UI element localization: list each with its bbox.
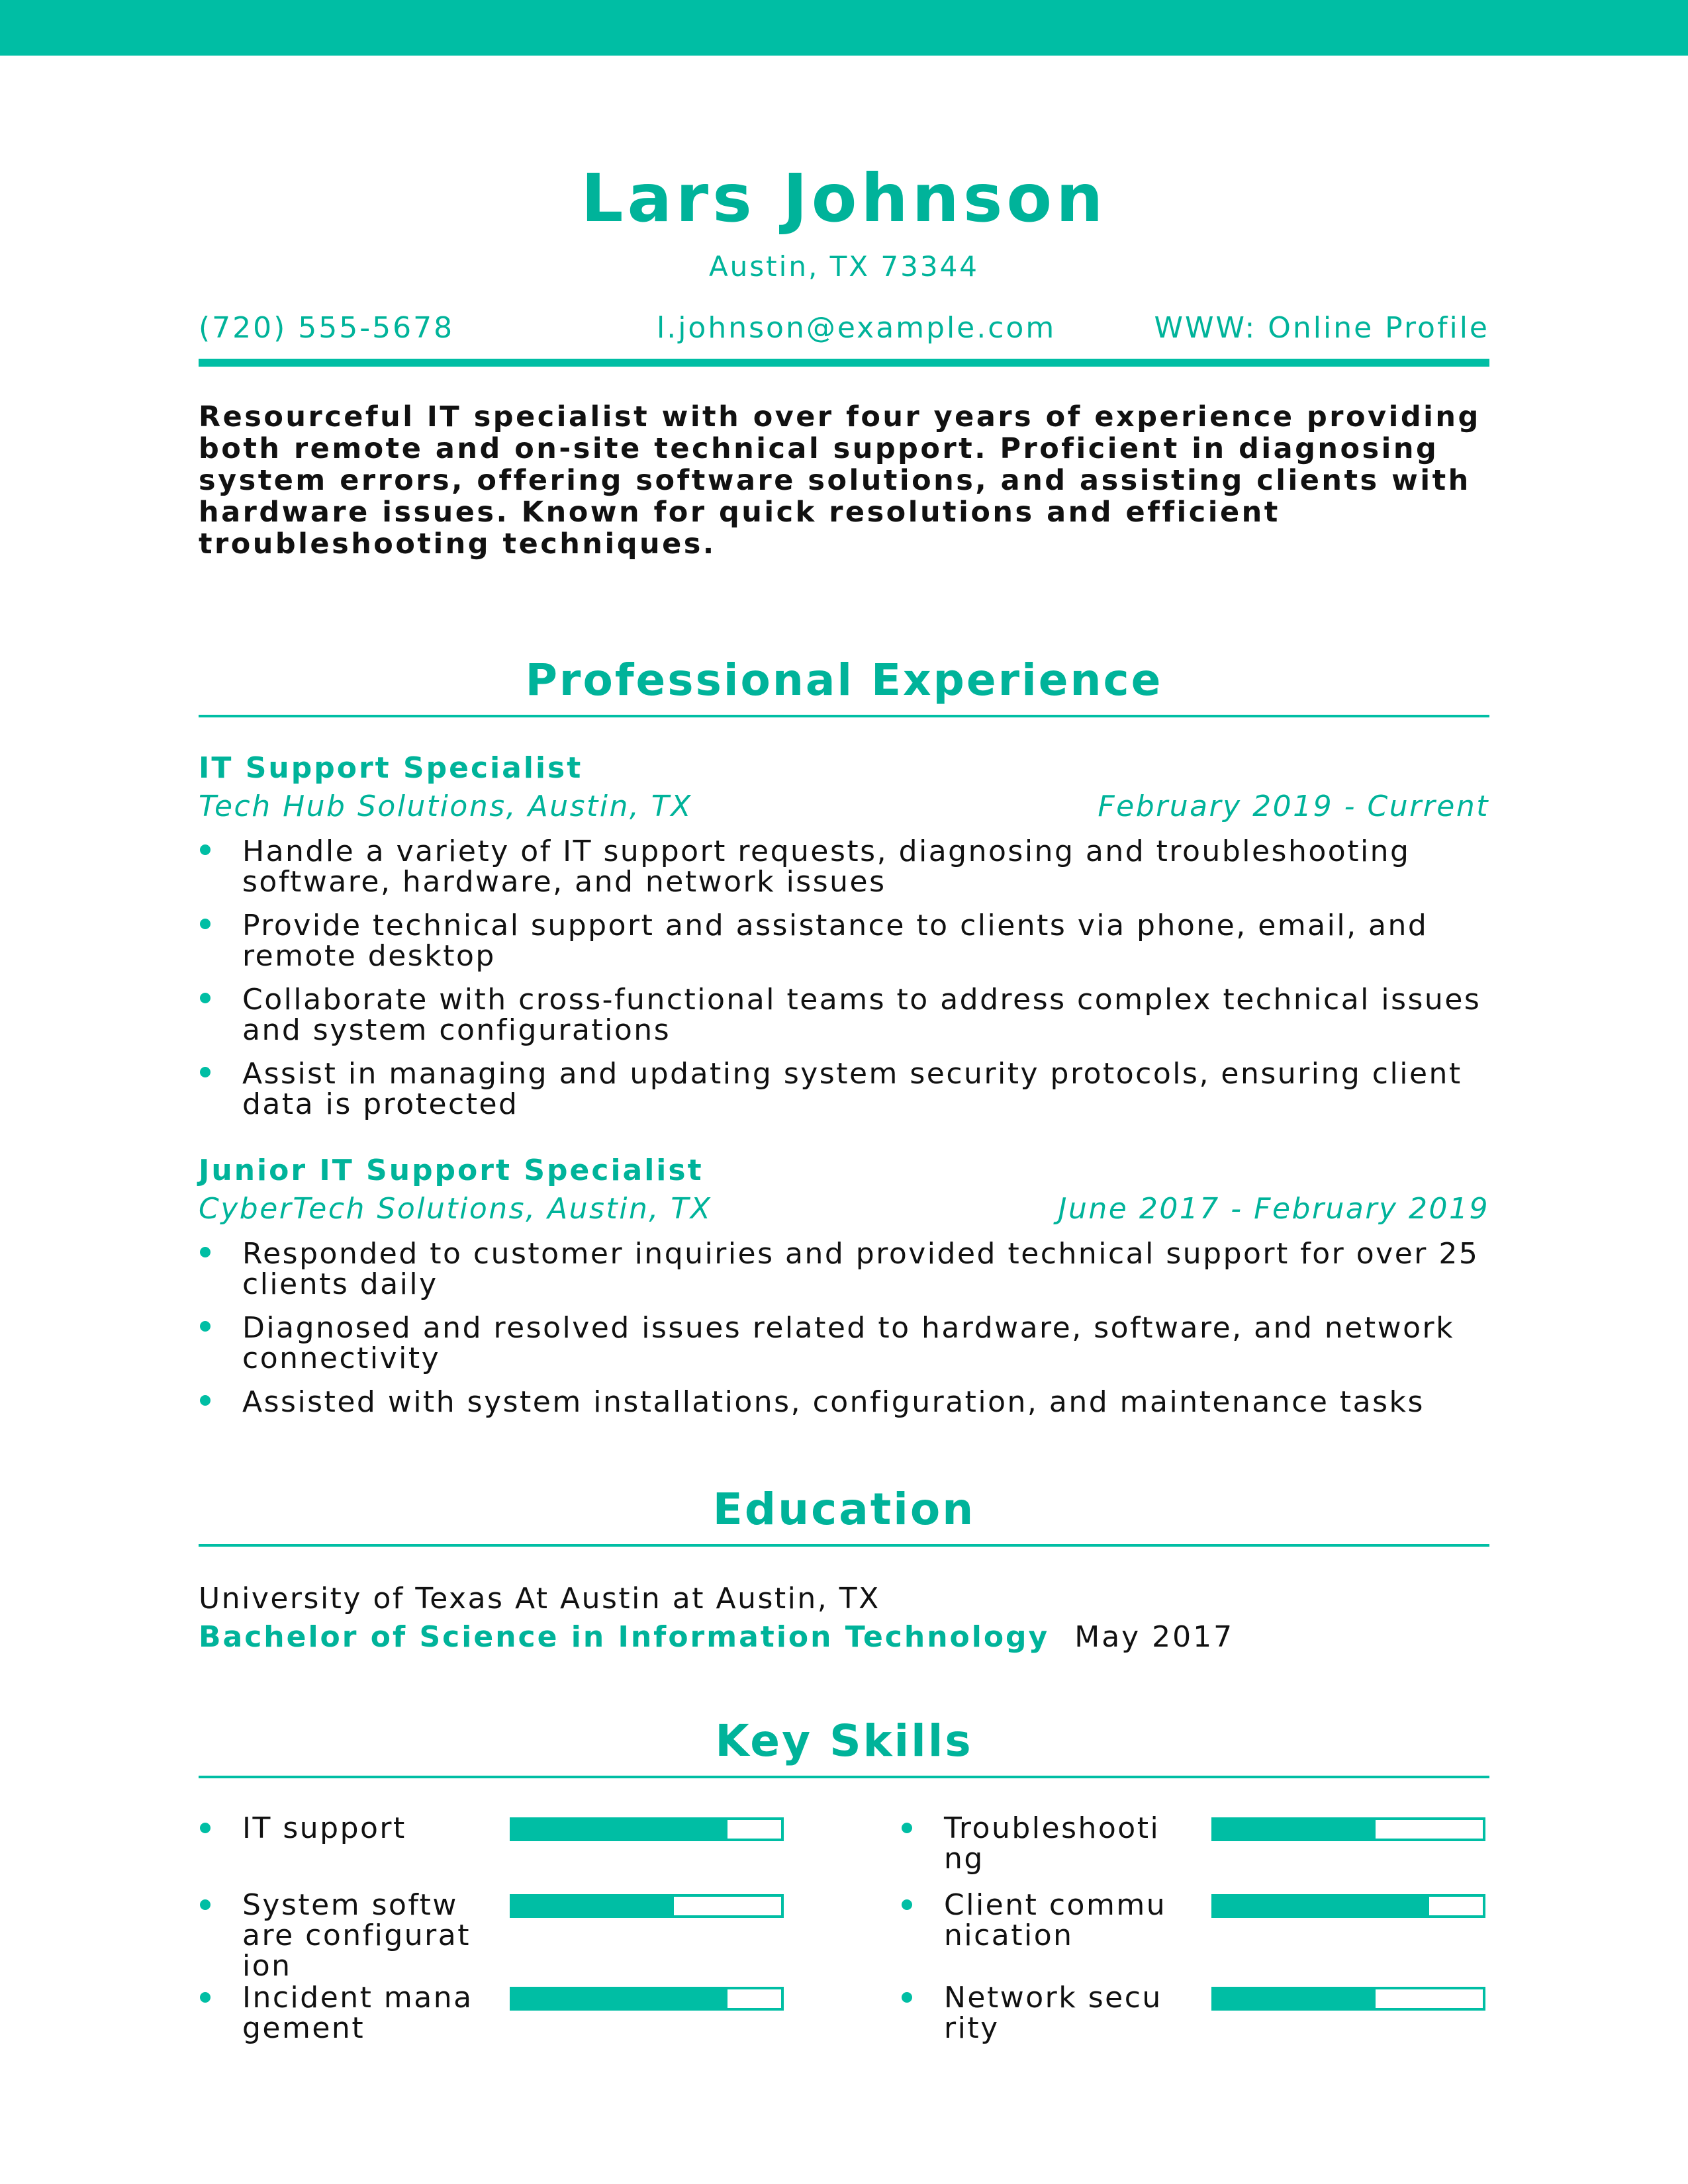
skill-label: Troubleshooting — [944, 1811, 1160, 1876]
education-school: University of Texas At Austin at Austin, TX — [199, 1582, 880, 1615]
list-item: Collaborate with cross-functional teams to address complex technical issues and system configurations — [199, 985, 1489, 1046]
bullet-icon — [200, 1321, 211, 1332]
bullet-icon — [200, 1247, 211, 1257]
bullet-icon — [902, 1992, 912, 2003]
skills-heading: Key Skills — [715, 1715, 973, 1766]
skill-label: Client communication — [944, 1888, 1167, 1952]
job-bullets — [199, 837, 1489, 1133]
skill-level-bar — [510, 1987, 784, 2011]
skill-level-bar — [510, 1894, 784, 1918]
list-item: Diagnosed and resolved issues related to hardware, software, and network connectivity — [199, 1313, 1489, 1374]
skill-level-fill — [1214, 1820, 1376, 1839]
skills-divider — [199, 1776, 1489, 1778]
bullet-icon — [200, 1823, 211, 1833]
candidate-name: Lars Johnson — [581, 159, 1107, 237]
job-title: Junior IT Support Specialist — [199, 1154, 704, 1187]
website-link[interactable]: WWW: Online Profile — [1154, 311, 1489, 345]
education-divider — [199, 1544, 1489, 1547]
skill-level-bar — [1211, 1817, 1485, 1841]
skill-level-bar — [1211, 1987, 1485, 2011]
candidate-location: Austin, TX 73344 — [708, 250, 980, 283]
skill-label: Network security — [944, 1981, 1162, 2045]
email-link[interactable]: l.johnson@example.com — [657, 311, 1056, 345]
skill-level-fill — [1214, 1897, 1429, 1915]
skill-level-fill — [1214, 1989, 1376, 2008]
header-divider — [199, 359, 1489, 367]
skill-level-fill — [512, 1989, 727, 2008]
job-company: CyberTech Solutions, Austin, TX — [199, 1192, 712, 1226]
bullet-icon — [200, 844, 211, 855]
professional-summary: Resourceful IT specialist with over four years of experience providing both remote and on-site technical support. Proficient in diagnosing system errors, offering software solutions, and assisting clients with hardware issues. Known for quick resolutions and efficient troubleshooting techniques. — [199, 400, 1481, 561]
bullet-icon — [200, 993, 211, 1003]
education-degree-line — [199, 1620, 1234, 1654]
list-item: Responded to customer inquiries and provided technical support for over 25 clients daily — [199, 1239, 1489, 1300]
skill-level-bar — [1211, 1894, 1485, 1918]
bullet-icon — [200, 1067, 211, 1077]
skill-level-bar — [510, 1817, 784, 1841]
contact-row — [199, 311, 1489, 351]
list-item: Assisted with system installations, configuration, and maintenance tasks — [199, 1387, 1489, 1418]
job-company: Tech Hub Solutions, Austin, TX — [199, 790, 692, 823]
experience-heading: Professional Experience — [525, 655, 1163, 705]
bullet-icon — [200, 1395, 211, 1406]
skill-level-fill — [512, 1820, 727, 1839]
bullet-icon — [902, 1823, 912, 1833]
skill-label: System software configuration — [242, 1888, 471, 1983]
education-heading: Education — [712, 1484, 976, 1535]
education-degree: Bachelor of Science in Information Technology — [199, 1620, 1050, 1654]
list-item: Assist in managing and updating system security protocols, ensuring client data is protected — [199, 1059, 1489, 1120]
list-item: Handle a variety of IT support requests, diagnosing and troubleshooting software, hardware, and network issues — [199, 837, 1489, 897]
skill-level-fill — [512, 1897, 674, 1915]
job-dates: June 2017 - February 2019 — [1058, 1192, 1489, 1226]
job-bullets — [199, 1239, 1489, 1431]
skill-label: Incident management — [242, 1981, 473, 2045]
top-accent-bar — [0, 0, 1688, 56]
bullet-icon — [200, 1992, 211, 2003]
list-item: Provide technical support and assistance to clients via phone, email, and remote desktop — [199, 911, 1489, 972]
skill-label: IT support — [242, 1811, 406, 1845]
education-date: May 2017 — [1074, 1620, 1235, 1654]
bullet-icon — [200, 1899, 211, 1910]
job-dates: February 2019 - Current — [1098, 790, 1489, 823]
bullet-icon — [200, 919, 211, 929]
phone-number: (720) 555-5678 — [199, 311, 455, 345]
job-title: IT Support Specialist — [199, 751, 583, 785]
experience-divider — [199, 715, 1489, 717]
bullet-icon — [902, 1899, 912, 1910]
